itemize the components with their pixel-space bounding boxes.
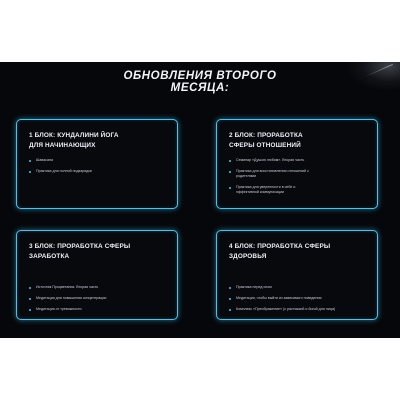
block-card-title: 4 БЛОК: ПРОРАБОТКА СФЕРЫ ЗДОРОВЬЯ bbox=[229, 243, 331, 260]
dot-bullet-icon bbox=[229, 309, 231, 311]
list-item: Практика для уверенности в себе и эффективной коммуникации bbox=[229, 185, 319, 195]
block-item-list bbox=[229, 285, 371, 318]
dot-bullet-icon bbox=[229, 287, 231, 289]
block-card-title: 3 БЛОК: ПРОРАБОТКА СФЕРЫ ЗАРАБОТКА bbox=[29, 243, 131, 260]
block-card-title: 1 БЛОК: КУНДАЛИНИ ЙОГА ДЛЯ НАЧИНАЮЩИХ bbox=[29, 132, 119, 149]
dot-bullet-icon bbox=[229, 298, 231, 300]
dot-bullet-icon bbox=[229, 171, 231, 173]
dot-bullet-icon bbox=[29, 287, 31, 289]
list-item: Шавасана bbox=[29, 158, 171, 163]
block-card-2 bbox=[216, 119, 378, 209]
list-item: Источник Процветания. Вторая часть bbox=[29, 285, 171, 290]
block-item-list bbox=[29, 285, 171, 318]
list-item: Практика перед сном bbox=[229, 285, 371, 290]
dot-bullet-icon bbox=[29, 171, 31, 173]
dot-bullet-icon bbox=[29, 298, 31, 300]
list-item: Комплекс «Преображение» (с растяжкой и йогой для лица) bbox=[229, 307, 371, 312]
page-title-line2: МЕСЯЦА: bbox=[170, 82, 230, 94]
dot-bullet-icon bbox=[229, 160, 231, 162]
program-slide bbox=[0, 62, 400, 338]
dot-bullet-icon bbox=[29, 309, 31, 311]
block-item-list bbox=[29, 158, 171, 180]
list-item: Семинар «Душою любим». Вторая часть bbox=[229, 158, 371, 163]
block-card-title: 2 БЛОК: ПРОРАБОТКА СФЕРЫ ОТНОШЕНИЙ bbox=[229, 132, 303, 149]
page-title: ОБНОВЛЕНИЯ ВТОРОГО bbox=[123, 70, 277, 82]
list-item: Практика для полной подзарядки bbox=[29, 169, 171, 174]
dot-bullet-icon bbox=[229, 187, 231, 189]
list-item: Медитация от тревожности bbox=[29, 307, 171, 312]
block-card-3 bbox=[16, 230, 178, 320]
block-item-list bbox=[229, 158, 371, 201]
list-item: Практика для восстановления отношений с родителями bbox=[229, 169, 319, 179]
dot-bullet-icon bbox=[29, 160, 31, 162]
list-item: Медитация для повышения концентрации bbox=[29, 296, 171, 301]
list-item: Медитация, чтобы выйти из зависимого поведения bbox=[229, 296, 371, 301]
block-card-4 bbox=[216, 230, 378, 320]
block-card-1 bbox=[16, 119, 178, 209]
